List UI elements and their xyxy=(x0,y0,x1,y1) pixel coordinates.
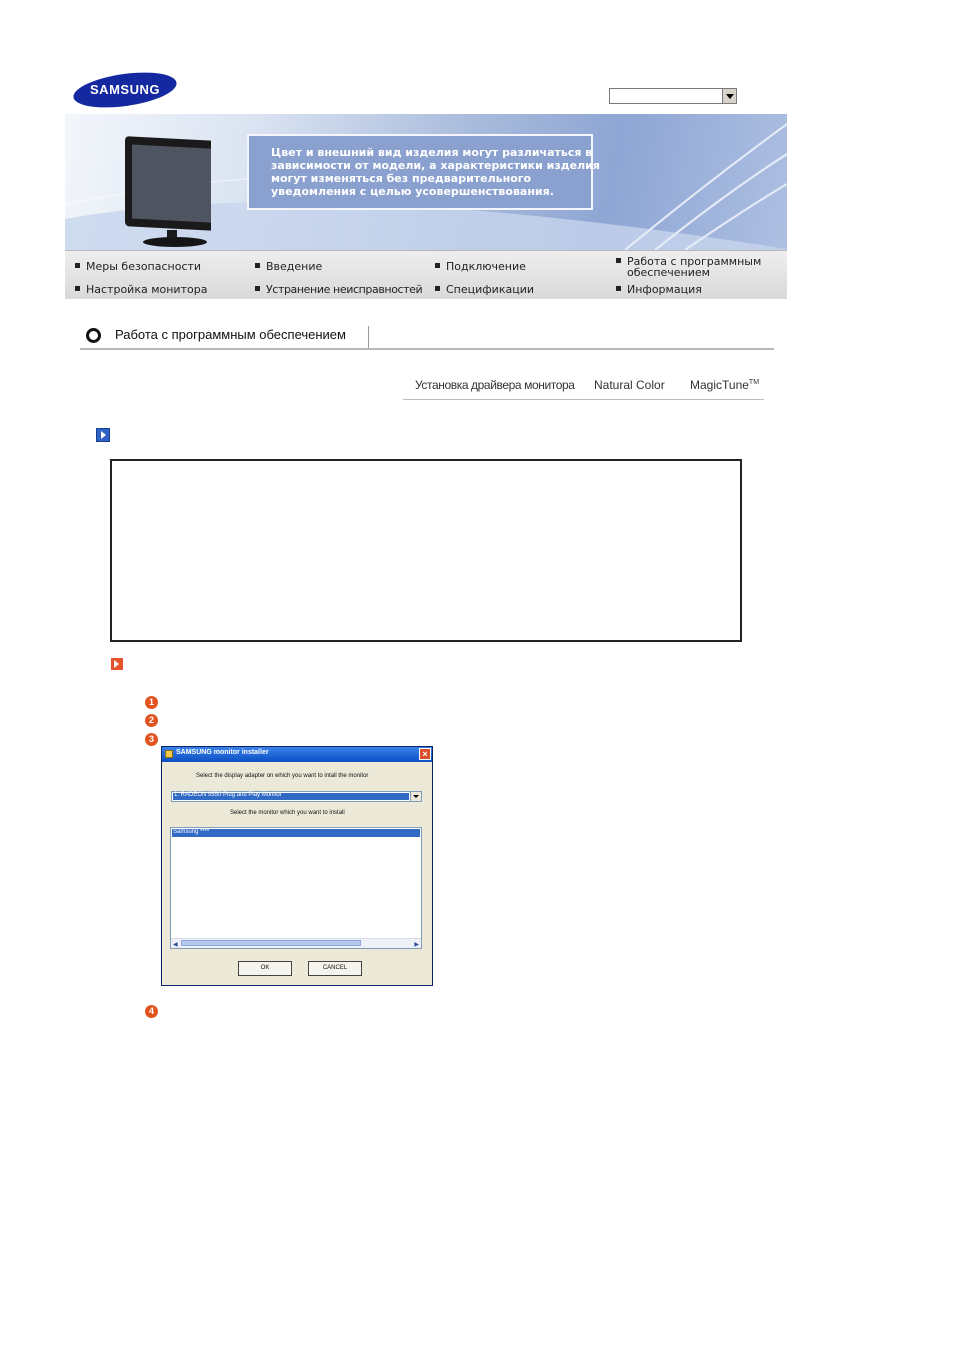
adapter-select[interactable] xyxy=(171,791,422,802)
horizontal-scrollbar[interactable] xyxy=(171,938,421,948)
scroll-left-icon[interactable]: ◀ xyxy=(173,942,178,948)
menu-item-adjusting[interactable]: Настройка монитора xyxy=(86,283,208,296)
scroll-right-icon[interactable]: ▶ xyxy=(414,942,419,948)
samsung-logo xyxy=(72,72,178,108)
adapter-selected xyxy=(173,793,409,800)
step-number-1: 1 xyxy=(145,696,158,709)
circle-bullet-icon xyxy=(86,328,101,343)
trademark-sup: TM xyxy=(748,379,760,386)
main-menu xyxy=(65,250,787,299)
menu-item-software-line1: Работа с программным xyxy=(627,255,762,268)
page-title: Работа с программным обеспечением xyxy=(115,327,346,342)
installer-dialog xyxy=(161,746,433,986)
logo-text: SAMSUNG xyxy=(90,82,160,97)
tab-magictune[interactable] xyxy=(690,378,759,392)
monitor-item-label: Samsung **** xyxy=(173,829,210,835)
step-number-2: 2 xyxy=(145,714,158,727)
menu-item-troubleshooting[interactable]: Устранение неисправностей xyxy=(266,283,423,296)
content-box xyxy=(110,459,742,642)
step-number-3: 3 xyxy=(145,733,158,746)
close-icon[interactable]: × xyxy=(419,748,431,760)
title-divider xyxy=(368,326,369,348)
tab-driver-install[interactable]: Установка драйвера монитора xyxy=(415,378,575,392)
menu-item-software-line2: обеспечением xyxy=(627,266,710,279)
language-select[interactable] xyxy=(609,88,737,104)
play-arrow-icon xyxy=(96,428,110,442)
dialog-titlebar xyxy=(162,747,432,762)
adapter-prompt: Select the display adapter on which you want to intall the monitor xyxy=(196,773,369,779)
notice-line: зависимости от модели, а характеристики изделия xyxy=(271,159,600,172)
scrollbar-thumb[interactable] xyxy=(181,940,361,946)
notice-line: могут изменяться без предварительного xyxy=(271,172,532,185)
menu-item-specifications[interactable]: Спецификации xyxy=(446,283,534,296)
notice-line: Цвет и внешний вид изделия могут различаться в xyxy=(271,146,593,159)
step-number-4: 4 xyxy=(145,1005,158,1018)
monitor-list[interactable] xyxy=(170,827,422,949)
notice-line: уведомления с целью усовершенствования. xyxy=(271,185,554,198)
adapter-value: 1. RADEON 9550 Plug and Play Monitor xyxy=(174,792,282,798)
sub-tabs xyxy=(403,372,764,400)
monitor-prompt: Select the monitor which you want to install xyxy=(230,810,345,816)
menu-item-safety[interactable]: Меры безопасности xyxy=(86,260,202,273)
list-item[interactable] xyxy=(172,829,420,837)
menu-item-connection[interactable]: Подключение xyxy=(446,260,526,273)
cancel-button[interactable]: CANCEL xyxy=(308,961,362,976)
app-icon xyxy=(165,750,173,758)
chevron-down-icon[interactable] xyxy=(722,89,736,103)
monitor-image xyxy=(123,134,211,248)
menu-item-software[interactable] xyxy=(627,256,761,278)
play-arrow-orange-icon xyxy=(111,658,123,670)
banner-notice xyxy=(247,134,600,210)
ok-button[interactable]: OK xyxy=(238,961,292,976)
menu-item-introduction[interactable]: Введение xyxy=(266,260,323,273)
banner xyxy=(65,114,787,250)
chevron-down-icon[interactable] xyxy=(410,792,421,801)
section-header xyxy=(80,322,774,350)
menu-item-information[interactable]: Информация xyxy=(627,283,702,296)
dialog-title: SAMSUNG monitor installer xyxy=(176,749,269,756)
title-underline xyxy=(80,348,774,350)
tab-natural-color[interactable]: Natural Color xyxy=(594,378,665,392)
tab-magictune-label: MagicTune xyxy=(690,378,749,392)
